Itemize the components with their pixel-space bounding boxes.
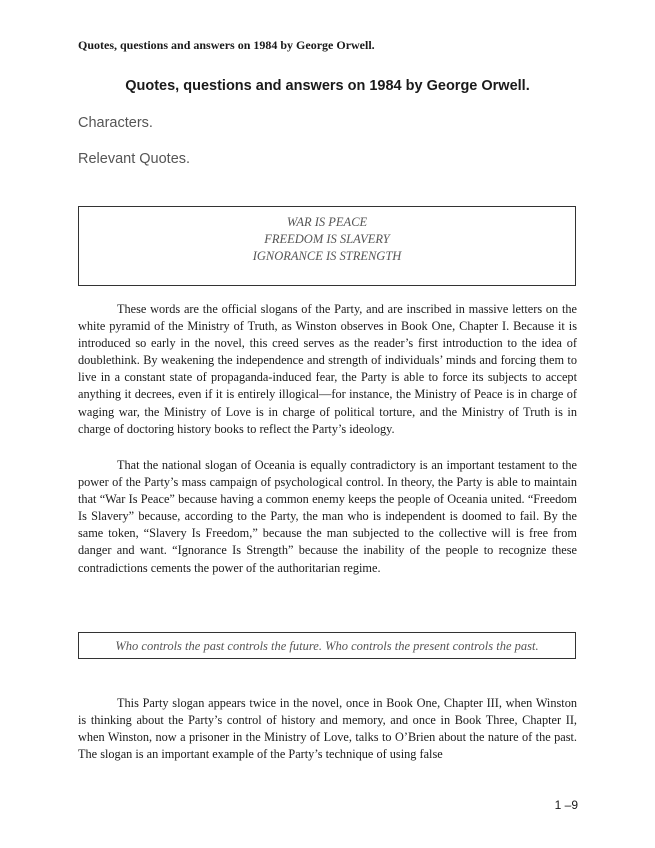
quote-line: WAR IS PEACE: [286, 215, 368, 229]
quote-line: Who controls the past controls the future. Who controls the present controls the past.: [115, 639, 539, 653]
quote-box-past-control: [78, 632, 576, 659]
quote-line: IGNORANCE IS STRENGTH: [252, 249, 402, 263]
paragraph: That the national slogan of Oceania is equally contradictory is an important testament to the power of the Party’s mass campaign of psychological control. In theory, the Party is able to maintain that “War Is Peace” because having a common enemy keeps the people of Oceania united. “Freedom Is Slavery” because, according to the Party, the man who is independent is doomed to fail. By the same token, “Slavery Is Freedom,” because the man subjected to the collective will is free from danger and want. “Ignorance Is Strength” because the inability of the people to recognize these contradictions cements the power of the authoritarian regime.: [78, 458, 577, 575]
running-header: Quotes, questions and answers on 1984 by George Orwell.: [78, 38, 375, 52]
section-heading-relevant-quotes: Relevant Quotes.: [78, 151, 191, 167]
page-number: 1 –9: [554, 798, 578, 812]
section-heading-characters: Characters.: [78, 115, 153, 131]
quote-line: FREEDOM IS SLAVERY: [264, 232, 390, 246]
quote-box-slogans: [78, 206, 576, 286]
paragraph: These words are the official slogans of the Party, and are inscribed in massive letters on the white pyramid of the Ministry of Truth, as Winston observes in Book One, Chapter I. Because it is introduced so early in the novel, this creed serves as the reader’s first introduction to the idea of doublethink. By weakening the independence and strength of individuals’ minds and forcing them to live in a constant state of propaganda-induced fear, the Party is able to force its subjects to accept anything it decrees, even if it is entirely illogical—for instance, the Ministry of Peace is in charge of waging war, the Ministry of Love is in charge of political torture, and the Ministry of Truth is in charge of doctoring history books to reflect the Party’s ideology.: [78, 302, 577, 436]
paragraph: This Party slogan appears twice in the novel, once in Book One, Chapter III, when Winston is thinking about the Party’s control of history and memory, and once in Book Three, Chapter II, when Winston, now a prisoner in the Ministry of Love, talks to O’Brien about the nature of the past. The slogan is an important example of the Party’s technique of using false: [78, 696, 577, 762]
document-title: Quotes, questions and answers on 1984 by George Orwell.: [125, 78, 530, 94]
